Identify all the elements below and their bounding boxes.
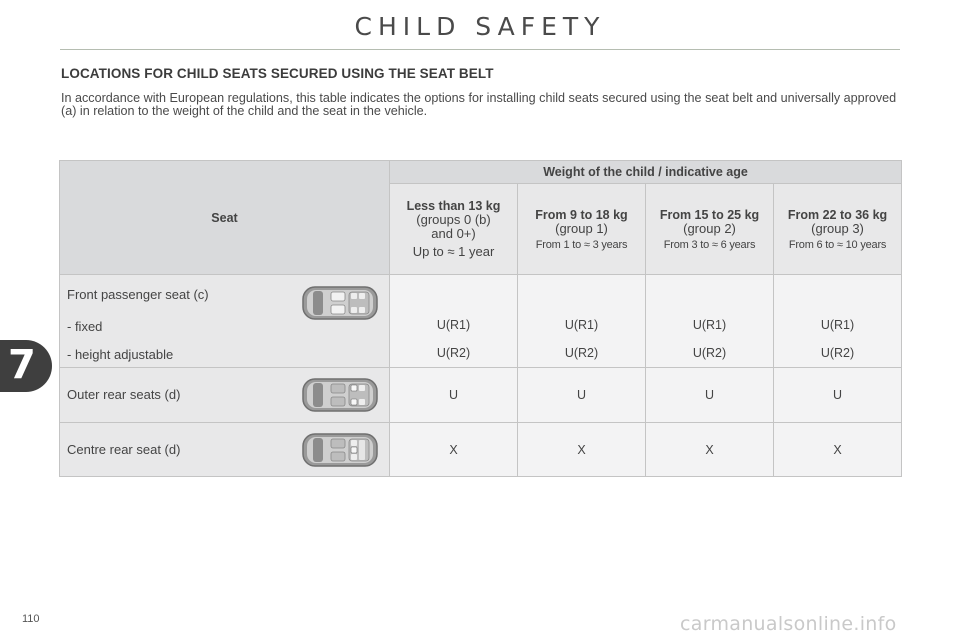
weight-column-header <box>518 184 646 275</box>
value-cell: X <box>774 423 902 477</box>
chapter-tab <box>0 340 52 392</box>
value-cell: U <box>518 368 646 423</box>
value-height-adjustable: U(R2) <box>564 346 599 360</box>
value-fixed: U(R1) <box>692 318 727 332</box>
section-heading: LOCATIONS FOR CHILD SEATS SECURED USING THE SEAT BELT <box>61 66 494 81</box>
seat-column-header: Seat <box>60 161 390 275</box>
column-age: From 3 to ≈ 6 years <box>663 238 756 251</box>
page-number: 110 <box>22 613 40 625</box>
weight-header: Weight of the child / indicative age <box>390 161 902 184</box>
seat-label: Centre rear seat (d) <box>67 442 181 457</box>
value-cell: U <box>390 368 518 423</box>
car-outer-rear-seats-icon <box>301 377 379 413</box>
value-cell <box>774 275 902 368</box>
weight-column-header <box>774 184 902 275</box>
weight-column-header <box>390 184 518 275</box>
table-row <box>60 368 902 423</box>
column-age: Up to ≈ 1 year <box>412 244 495 259</box>
value-height-adjustable: U(R2) <box>692 346 727 360</box>
seat-cell <box>60 275 390 368</box>
intro-paragraph: In accordance with European regulations, this table indicates the options for installing child seats secured using the seat belt and universally approved (a) in relation to the weight of the child and the seat in the vehicle. <box>61 91 897 118</box>
seat-cell <box>60 423 390 477</box>
column-group: (groups 0 (b) and 0+) <box>416 212 491 241</box>
value-cell <box>646 275 774 368</box>
value-cell: U <box>646 368 774 423</box>
page-title: CHILD SAFETY <box>354 12 606 41</box>
header-divider <box>60 49 900 50</box>
seat-cell <box>60 368 390 423</box>
value-cell: U <box>774 368 902 423</box>
value-cell: X <box>646 423 774 477</box>
value-fixed: U(R1) <box>564 318 599 332</box>
car-centre-rear-seat-icon <box>301 432 379 468</box>
value-height-adjustable: U(R2) <box>820 346 855 360</box>
table-row <box>60 275 902 368</box>
value-cell <box>518 275 646 368</box>
child-seat-table <box>59 160 902 477</box>
value-height-adjustable: U(R2) <box>436 346 471 360</box>
column-group: (group 1) <box>555 220 608 236</box>
column-age: From 1 to ≈ 3 years <box>535 238 628 251</box>
value-cell: X <box>518 423 646 477</box>
chapter-number: 7 <box>8 342 36 388</box>
column-weight: Less than 13 kg <box>406 199 501 213</box>
column-weight: From 9 to 18 kg <box>535 207 628 222</box>
seat-label: Front passenger seat (c) <box>67 287 209 302</box>
column-age: From 6 to ≈ 10 years <box>788 238 887 251</box>
column-group: (group 3) <box>811 220 864 236</box>
seat-sub-item: - height adjustable <box>67 347 174 362</box>
seat-sub-item: - fixed <box>67 319 103 334</box>
value-fixed: U(R1) <box>436 318 471 332</box>
value-fixed: U(R1) <box>820 318 855 332</box>
watermark: carmanualsonline.info <box>680 613 897 635</box>
column-weight: From 15 to 25 kg <box>659 207 760 222</box>
seat-label: Outer rear seats (d) <box>67 387 181 402</box>
car-front-passenger-seat-icon <box>301 285 379 321</box>
table-row <box>60 423 902 477</box>
weight-column-header <box>646 184 774 275</box>
value-cell: X <box>390 423 518 477</box>
value-cell <box>390 275 518 368</box>
column-group: (group 2) <box>683 220 736 236</box>
column-weight: From 22 to 36 kg <box>787 207 888 222</box>
